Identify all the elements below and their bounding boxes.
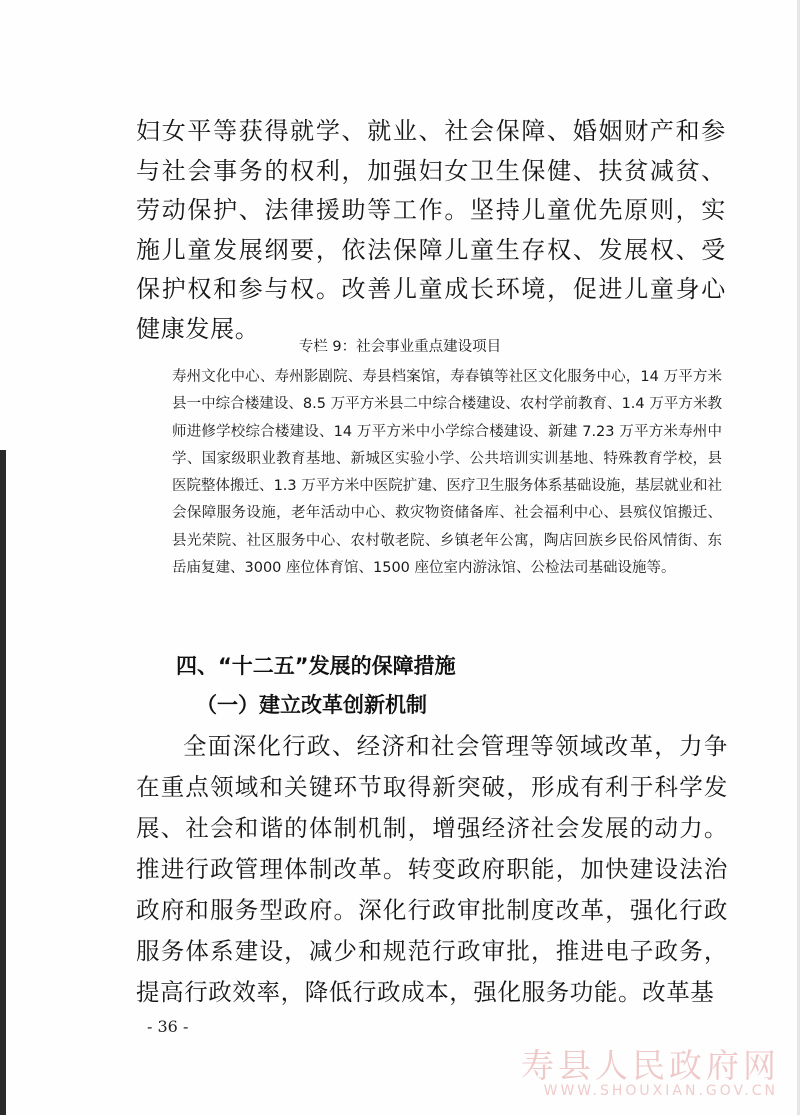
special-column-title: 专栏 9：社会事业重点建设项目 — [298, 339, 502, 355]
watermark-site-name: 寿县人民政府网 — [521, 1046, 780, 1085]
watermark-url: WWW.SHOUXIAN.GOV.CN — [543, 1083, 778, 1099]
body-paragraph-2: 全面深化行政、经济和社会管理等领域改革，力争在重点领域和关键环节取得新突破，形成有利于科学发展、社会和谐的体制机制，增强经济社会发展的动力。推进行政管理体制改革。转变政府职能，加快建设法治政府和服务型政府。深化行政审批制度改革，强化行政服务体系建设，减少和规范行政审批，推进电子政务，提高行政效率，降低行政成本，强化服务功能。改革基 — [136, 732, 728, 1006]
scan-edge-shadow — [0, 450, 6, 1115]
sub-heading: （一）建立改革创新机制 — [196, 693, 427, 717]
page-number: - 36 - — [147, 1017, 189, 1036]
section-heading: 四、“十二五”发展的保障措施 — [176, 654, 456, 678]
body-paragraph-1: 妇女平等获得就学、就业、社会保障、婚姻财产和参与社会事务的权利，加强妇女卫生保健、扶贫减贫、劳动保护、法律援助等工作。坚持儿童优先原则，实施儿童发展纲要，依法保障儿童生存权、发展权、受保护权和参与权。改善儿童成长环境，促进儿童身心健康发展。 — [136, 117, 726, 343]
special-column-content: 寿州文化中心、寿州影剧院、寿县档案馆，寿春镇等社区文化服务中心，14 万平方米县一中综合楼建设、8.5 万平方米县二中综合楼建设、农村学前教育、1.4 万平方米教师进修学校综合楼建设、14 万平方米中小学综合楼建设、新建 7.23 万平方米寿州中学、国家级职业教育基地、新城区实验小学、公共培训实训基地、特殊教育学校，县医院整体搬迁、1.3 万平方米中医院扩建、医疗卫生服务体系基础设施，基层就业和社会保障服务设施，老年活动中心、救灾物资储备库、社会福利中心、县殡仪馆搬迁、县光荣院、社区服务中心、农村敬老院、乡镇老年公寓，陶店回族乡民俗风情街、东岳庙复建、3000 座位体育馆、1500 座位室内游泳馆、公检法司基础设施等。 — [172, 369, 722, 577]
